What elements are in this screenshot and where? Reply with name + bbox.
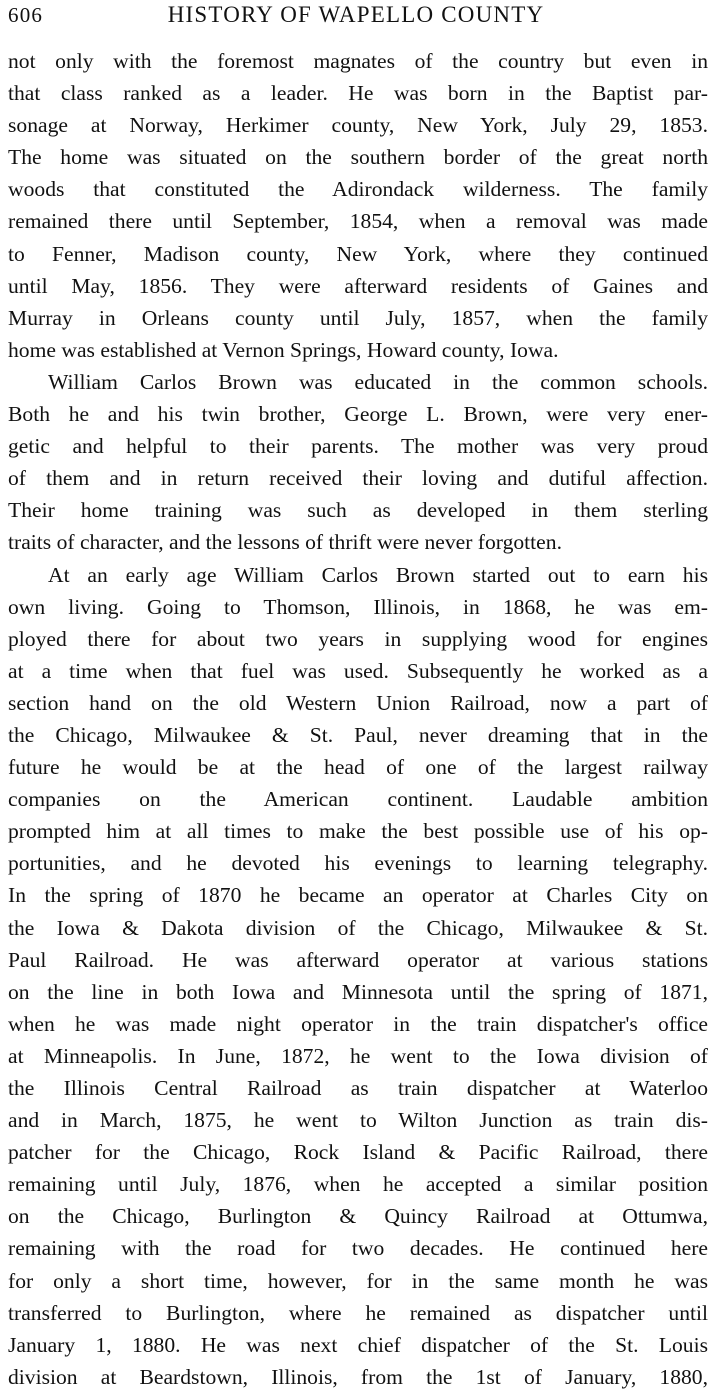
text-line: In the spring of 1870 he became an operator at Charles City on (8, 883, 708, 908)
body-text (8, 45, 708, 1393)
page-number: 606 (8, 3, 44, 27)
text-line: own living. Going to Thomson, Illinois, in 1868, he was em- (8, 594, 708, 619)
paragraph (8, 45, 708, 366)
text-line: at a time when that fuel was used. Subsequently he worked as a (8, 658, 708, 683)
text-line: at Minneapolis. In June, 1872, he went to the Iowa division of (8, 1043, 708, 1068)
text-line: on the line in both Iowa and Minnesota until the spring of 1871, (8, 979, 708, 1004)
text-line: for only a short time, however, for in the same month he was (8, 1268, 708, 1293)
text-line: At an early age William Carlos Brown started out to earn his (48, 562, 708, 587)
text-line: home was established at Vernon Springs, Howard county, Iowa. (8, 337, 559, 362)
text-line: Murray in Orleans county until July, 1857, when the family (8, 305, 708, 330)
text-line: division at Beardstown, Illinois, from the 1st of January, 1880, (8, 1364, 708, 1389)
paragraph (8, 366, 708, 559)
text-line: the Chicago, Milwaukee & St. Paul, never dreaming that in the (8, 722, 708, 747)
text-line: Paul Railroad. He was afterward operator at various stations (8, 947, 708, 972)
text-line: patcher for the Chicago, Rock Island & Pacific Railroad, there (8, 1140, 708, 1165)
text-line: prompted him at all times to make the best possible use of his op- (8, 819, 708, 844)
text-line: remaining until July, 1876, when he accepted a similar position (8, 1172, 708, 1197)
text-line: William Carlos Brown was educated in the common schools. (48, 369, 708, 394)
paragraph (8, 559, 708, 1393)
text-line: and in March, 1875, he went to Wilton Junction as train dis- (8, 1108, 708, 1133)
text-line: companies on the American continent. Laudable ambition (8, 787, 708, 812)
text-line: not only with the foremost magnates of the country but even in (8, 49, 708, 73)
text-line: getic and helpful to their parents. The mother was very proud (8, 434, 708, 459)
text-line: Both he and his twin brother, George L. Brown, were very ener- (8, 402, 708, 427)
text-line: until May, 1856. They were afterward residents of Gaines and (8, 273, 708, 298)
text-line: of them and in return received their loving and dutiful affection. (8, 466, 708, 491)
text-line: the Illinois Central Railroad as train dispatcher at Waterloo (8, 1076, 708, 1100)
text-line: remaining with the road for two decades. He continued here (8, 1236, 708, 1261)
text-line: to Fenner, Madison county, New York, where they continued (8, 241, 708, 266)
text-line: traits of character, and the lessons of thrift were never forgotten. (8, 530, 562, 555)
text-line: woods that constituted the Adirondack wilderness. The family (8, 177, 708, 202)
text-line: that class ranked as a leader. He was born in the Baptist par- (8, 81, 708, 106)
text-line: sonage at Norway, Herkimer county, New York, July 29, 1853. (8, 113, 708, 138)
text-line: The home was situated on the southern border of the great north (8, 145, 708, 170)
text-line: on the Chicago, Burlington & Quincy Railroad at Ottumwa, (8, 1204, 708, 1229)
text-line: future he would be at the head of one of the largest railway (8, 755, 708, 780)
text-line: transferred to Burlington, where he remained as dispatcher until (8, 1300, 708, 1325)
text-line: ployed there for about two years in supplying wood for engines (8, 626, 708, 651)
text-line: January 1, 1880. He was next chief dispatcher of the St. Louis (8, 1332, 708, 1357)
text-line: remained there until September, 1854, when a removal was made (8, 209, 708, 234)
text-line: section hand on the old Western Union Railroad, now a part of (8, 690, 708, 715)
text-line: when he was made night operator in the train dispatcher's office (8, 1011, 708, 1036)
page-header (8, 2, 704, 32)
text-line: portunities, and he devoted his evenings to learning telegraphy. (8, 851, 708, 876)
running-title: HISTORY OF WAPELLO COUNTY (167, 2, 545, 27)
text-line: the Iowa & Dakota division of the Chicago, Milwaukee & St. (8, 915, 708, 940)
text-line: Their home training was such as developed in them sterling (8, 498, 708, 523)
